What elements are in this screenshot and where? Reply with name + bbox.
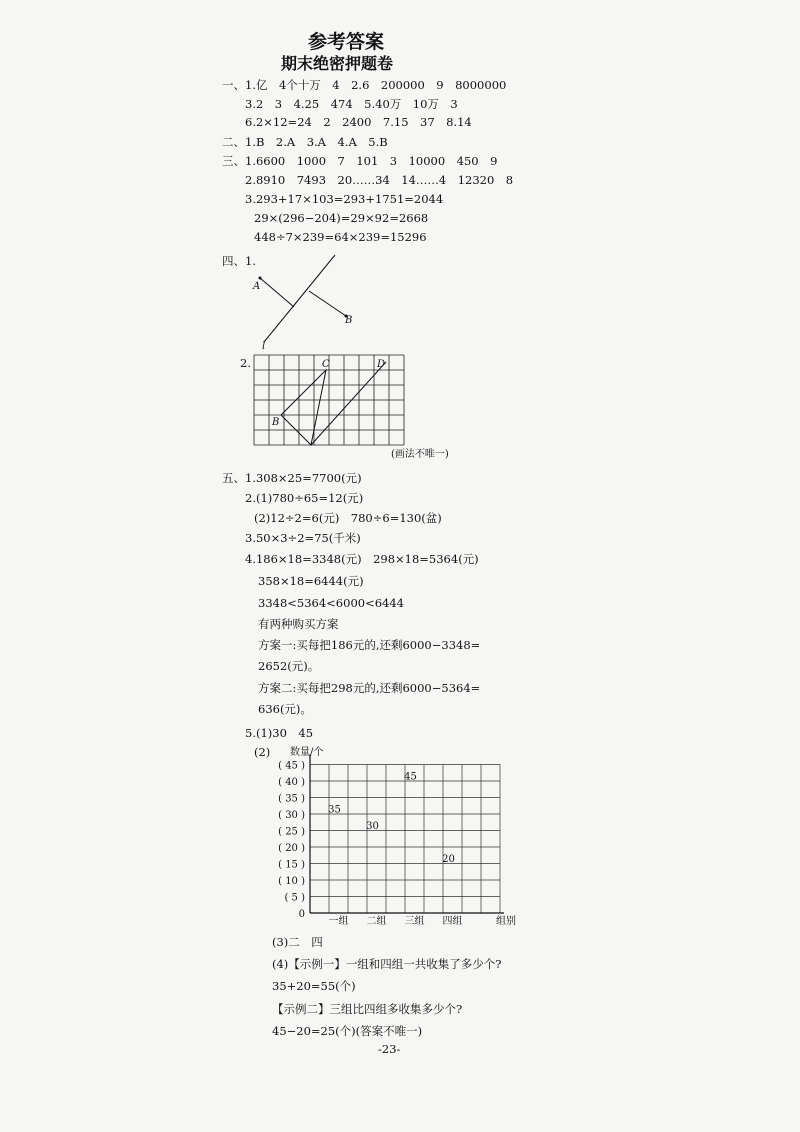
y-tick-label: ( 35 ) bbox=[278, 793, 305, 805]
data-label: 20 bbox=[442, 854, 455, 865]
answer-line: 6.2×12=24 2 2400 7.15 37 8.14 bbox=[245, 115, 472, 129]
page-subtitle: 期末绝密押题卷 bbox=[281, 54, 394, 73]
page-title: 参考答案 bbox=[308, 31, 385, 53]
y-tick-label: ( 30 ) bbox=[278, 810, 305, 821]
point-a-label: A bbox=[253, 281, 261, 292]
answer-line: 29×(296−204)=29×92=2668 bbox=[254, 211, 429, 225]
data-label: 30 bbox=[366, 821, 379, 832]
x-tick-label: 一组 bbox=[328, 916, 349, 927]
y-tick-label: ( 10 ) bbox=[278, 876, 305, 887]
answer-line: 4.186×18=3348(元) 298×18=5364(元) bbox=[245, 552, 479, 566]
answer-line: 2.8910 7493 20……34 14……4 12320 8 bbox=[245, 173, 514, 187]
y-tick-label: ( 5 ) bbox=[284, 892, 305, 904]
answer-line: 3.50×3÷2=75(千米) bbox=[245, 531, 361, 545]
answer-line: 一、1.亿 4个十万 4 2.6 200000 9 8000000 bbox=[222, 78, 507, 92]
answer-line: 358×18=6444(元) bbox=[258, 574, 364, 588]
answer-line: 五、1.308×25=7700(元) bbox=[222, 471, 362, 485]
point-d-label: D bbox=[377, 359, 386, 370]
x-tick-label: 二组 bbox=[366, 916, 387, 927]
answer-line: 三、1.6600 1000 7 101 3 10000 450 9 bbox=[222, 154, 498, 168]
x-tick-label: 四组 bbox=[442, 916, 463, 927]
answer-line: 636(元)。 bbox=[258, 702, 312, 716]
y-tick-label: ( 45 ) bbox=[278, 760, 305, 772]
answer-line: 5.(1)30 45 bbox=[245, 726, 314, 740]
y-axis-label: 数量/个 bbox=[290, 747, 324, 758]
y-tick-label: 0 bbox=[298, 909, 305, 920]
question-label: 2. bbox=[240, 356, 251, 370]
x-axis-label: 组别 bbox=[496, 916, 516, 927]
answer-line: 【示例二】三组比四组多收集多少个? bbox=[272, 1002, 463, 1016]
answer-line: 有两种购买方案 bbox=[258, 617, 339, 631]
answer-line: 3.2 3 4.25 474 5.40万 10万 3 bbox=[245, 97, 458, 111]
answer-line: 二、1.B 2.A 3.A 4.A 5.B bbox=[222, 135, 388, 149]
y-tick-label: ( 25 ) bbox=[278, 826, 305, 838]
point-b-label: B bbox=[272, 417, 280, 428]
data-label: 35 bbox=[328, 804, 341, 816]
question-label: (2) bbox=[254, 745, 271, 759]
answer-line: 2.(1)780÷65=12(元) bbox=[245, 491, 364, 505]
answer-line: (4)【示例一】一组和四组一共收集了多少个? bbox=[272, 957, 502, 971]
note-text: (画法不唯一) bbox=[391, 449, 449, 460]
answer-line: 方案一:买每把186元的,还剩6000−3348= bbox=[258, 638, 481, 652]
answer-line: 方案二:买每把298元的,还剩6000−5364= bbox=[258, 681, 481, 695]
answer-line: (2)12÷2=6(元) 780÷6=130(盆) bbox=[254, 511, 442, 525]
grid-figure bbox=[254, 355, 454, 455]
data-label: 45 bbox=[404, 771, 417, 783]
answer-line: 3348<5364<6000<6444 bbox=[258, 596, 404, 610]
question-label: 四、1. bbox=[222, 254, 256, 268]
answer-line: 448÷7×239=64×239=15296 bbox=[254, 230, 427, 244]
answer-line: 3.293+17×103=293+1751=2044 bbox=[245, 192, 444, 206]
point-c-label: C bbox=[322, 359, 330, 370]
perpendicular-figure bbox=[250, 252, 370, 352]
y-tick-label: ( 15 ) bbox=[278, 859, 305, 871]
line-l-label: l bbox=[262, 341, 266, 352]
answer-line: 35+20=55(个) bbox=[272, 979, 356, 993]
answer-line: 2652(元)。 bbox=[258, 659, 320, 673]
page-number: -23- bbox=[378, 1042, 401, 1056]
y-tick-label: ( 40 ) bbox=[278, 777, 305, 788]
answer-line: (3)二 四 bbox=[272, 935, 323, 949]
answer-line: 45−20=25(个)(答案不唯一) bbox=[272, 1024, 423, 1038]
y-tick-label: ( 20 ) bbox=[278, 843, 305, 854]
point-b-label: B bbox=[345, 315, 353, 326]
x-tick-label: 三组 bbox=[404, 916, 425, 927]
bar-chart bbox=[270, 745, 530, 927]
